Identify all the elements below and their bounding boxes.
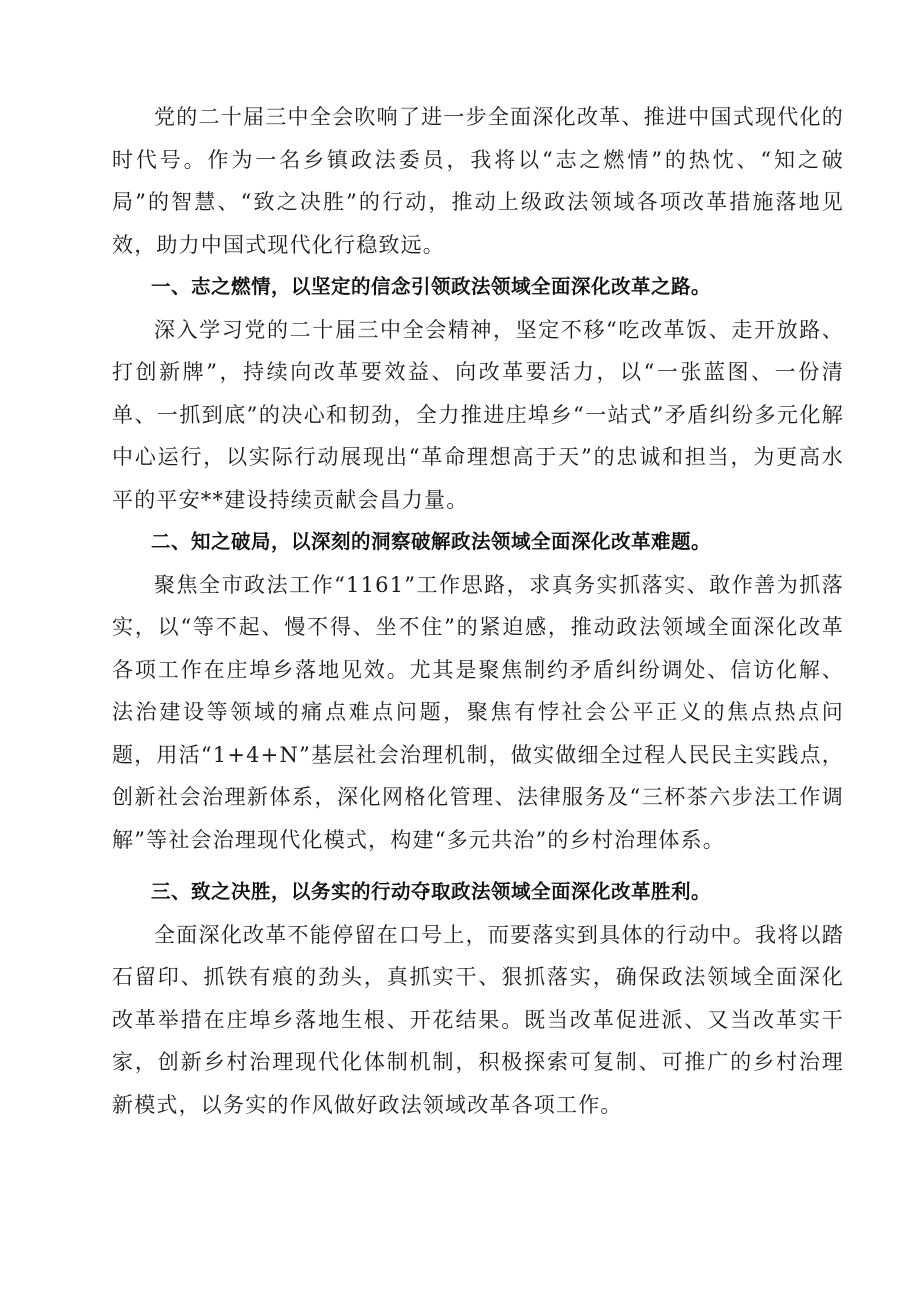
paragraph-gap	[112, 861, 844, 871]
intro-paragraph: 党的二十届三中全会吹响了进一步全面深化改革、推进中国式现代化的时代号。作为一名乡镇政法委员，我将以“志之燃情”的热忱、“知之破局”的智慧、“致之决胜”的行动，推动上级政法领域各项改革措施落地见效，助力中国式现代化行稳致远。	[112, 105, 844, 257]
section-1-heading: 一、志之燃情，以坚定的信念引领政法领域全面深化改革之路。	[151, 275, 712, 298]
section-3-heading: 三、致之决胜，以务实的行动夺取政法领域全面深化改革胜利。	[151, 880, 712, 903]
document-body	[112, 96, 844, 1126]
section-3-paragraph: 全面深化改革不能停留在口号上，而要落实到具体的行动中。我将以踏石留印、抓铁有痕的劲头，真抓实干、狠抓落实，确保政法领域全面深化改革举措在庄埠乡落地生根、开花结果。既当改革促进派、又当改革实干家，创新乡村治理现代化体制机制，积极探索可复制、可推广的乡村治理新模式，以务实的作风做好政法领域改革各项工作。	[112, 922, 844, 1117]
section-2-heading: 二、知之破局，以深刻的洞察破解政法领域全面深化改革难题。	[151, 530, 712, 553]
section-2-paragraph: 聚焦全市政法工作“1161”工作思路，求真务实抓落实、敢作善为抓落实，以“等不起、慢不得、坐不住”的紧迫感，推动政法领域全面深化改革各项工作在庄埠乡落地见效。尤其是聚焦制约矛盾纠纷调处、信访化解、法治建设等领域的痛点难点问题，聚焦有悖社会公平正义的焦点热点问题，用活“1+4+N”基层社会治理机制，做实做细全过程人民民主实践点，创新社会治理新体系，深化网格化管理、法律服务及“三杯茶六步法工作调解”等社会治理现代化模式，构建“多元共治”的乡村治理体系。	[112, 572, 844, 852]
section-1-paragraph: 深入学习党的二十届三中全会精神，坚定不移“吃改革饭、走开放路、打创新牌”，持续向改革要效益、向改革要活力，以“一张蓝图、一份清单、一抓到底”的决心和韧劲，全力推进庄埠乡“一站式”矛盾纠纷多元化解中心运行，以实际行动展现出“革命理想高于天”的忠诚和担当，为更高水平的平安**建设持续贡献会昌力量。	[112, 317, 844, 512]
